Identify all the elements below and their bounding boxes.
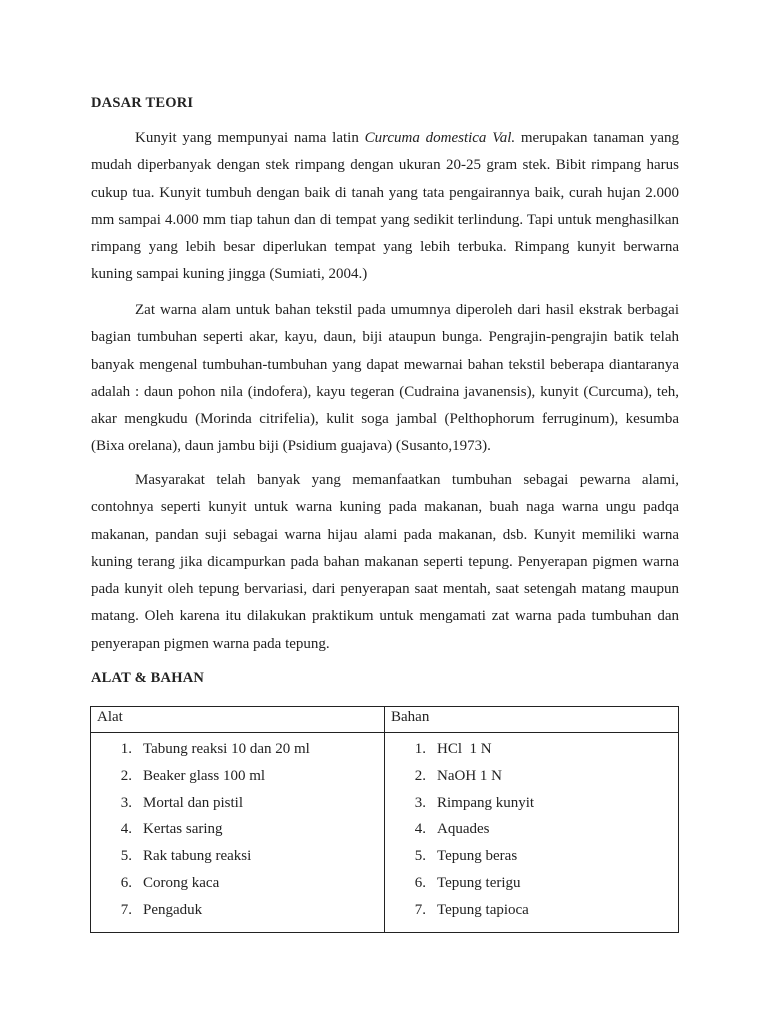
list-text: Tabung reaksi 10 dan 20 ml <box>143 741 310 757</box>
alat-bahan-table <box>90 706 679 933</box>
paragraph-kunyit-text-2: merupakan tanaman yang mudah diperbanyak dengan stek rimpang dengan ukuran 20-25 gram stek. Bibit rimpang harus cukup tua. Kunyit tumbuh dengan baik di tanah yang tata pengairannya baik, curah hujan 2.000 mm sampai 4.000 mm tiap tahun dan di tempat yang sedikit terlindung. Tapi untuk menghasilkan rimpang yang lebih besar diperlukan tempat yang lebih terbuka. Rimpang kunyit berwarna kuning sampai kuning jingga (Sumiati, 2004.) <box>91 130 679 283</box>
table-body-row <box>91 733 679 933</box>
list-item <box>385 816 678 843</box>
list-item <box>91 790 384 817</box>
list-text: Pengaduk <box>143 901 203 918</box>
latin-name: Curcuma domestica Val. <box>364 130 516 146</box>
list-text: HCl 1 N <box>437 741 492 757</box>
alat-header-cell <box>91 707 385 733</box>
paragraph-zat-warna <box>91 297 679 461</box>
list-number: 3. <box>414 794 426 811</box>
list-text: Corong kaca <box>143 874 220 891</box>
paragraph-zat-warna-text: Zat warna alam untuk bahan tekstil pada umumnya diperoleh dari hasil ekstrak berbagai bagian tumbuhan seperti akar, kayu, daun, biji ataupun bunga. Pengrajin-pengrajin batik telah banyak mengenal tumbuhan-tumbuhan yang dapat mewarnai bahan tekstil beberapa diantaranya adalah : daun pohon nila (indofera), kayu tegeran (Cudraina javanensis), kunyit (Curcuma), teh, akar mengkudu (Morinda citrifelia), kulit soga jambal (Pelthophorum ferruginum), kesumba (Bixa orelana), daun jambu biji (Psidium guajava) (Susanto,1973). <box>91 302 679 455</box>
list-item <box>91 736 384 763</box>
list-item <box>91 763 384 790</box>
table-header-row <box>91 707 679 733</box>
list-text: Tepung tapioca <box>437 901 529 918</box>
list-item <box>385 736 678 763</box>
paragraph-kunyit-text-1: Kunyit yang mempunyai nama latin <box>135 130 365 146</box>
list-item <box>91 843 384 870</box>
alat-bahan-heading: ALAT & BAHAN <box>91 670 205 686</box>
paragraph-masyarakat-text: Masyarakat telah banyak yang memanfaatkan tumbuhan sebagai pewarna alami, contohnya seperti kunyit untuk warna kuning pada makanan, buah naga warna ungu padqa makanan, pandan suji sebagai warna hijau alami pada makanan, dsb. Kunyit memiliki warna kuning terang jika dicampurkan pada bahan makanan seperti tepung. Penyerapan pigmen warna pada kunyit oleh tepung bervariasi, dari penyerapan saat mentah, saat setengah matang maupun matang. Oleh karena itu dilakukan praktikum untuk mengamati zat warna pada tumbuhan dan penyerapan pigmen warna pada tepung. <box>91 472 679 652</box>
bahan-list <box>385 733 678 932</box>
list-number: 4. <box>414 821 426 838</box>
list-item <box>91 816 384 843</box>
list-text: Aquades <box>437 821 490 838</box>
bahan-header: Bahan <box>391 709 430 725</box>
list-item <box>91 870 384 897</box>
list-text: Rak tabung reaksi <box>143 848 252 865</box>
list-number: 4. <box>120 821 132 838</box>
list-item <box>91 897 384 924</box>
list-number: 7. <box>414 901 426 918</box>
list-item <box>385 763 678 790</box>
list-number: 2. <box>120 767 132 784</box>
dasar-teori-heading: DASAR TEORI <box>91 95 194 111</box>
alat-list-cell <box>91 733 385 933</box>
list-number: 2. <box>414 767 426 784</box>
bahan-header-cell <box>385 707 679 733</box>
alat-list <box>91 733 384 932</box>
list-number: 5. <box>120 848 132 865</box>
paragraph-kunyit <box>91 125 679 289</box>
list-item <box>385 843 678 870</box>
list-number: 1. <box>120 741 132 757</box>
list-text: Mortal dan pistil <box>143 794 243 811</box>
list-number: 1. <box>414 741 426 757</box>
list-number: 5. <box>414 848 426 865</box>
list-number: 3. <box>120 794 132 811</box>
list-item <box>385 870 678 897</box>
list-text: Tepung beras <box>437 848 518 865</box>
list-text: Kertas saring <box>143 821 223 838</box>
alat-header: Alat <box>97 709 123 725</box>
list-number: 7. <box>120 901 132 918</box>
list-text: Beaker glass 100 ml <box>143 767 266 784</box>
list-number: 6. <box>120 874 132 891</box>
list-item <box>385 897 678 924</box>
paragraph-masyarakat <box>91 467 679 658</box>
bahan-list-cell <box>385 733 679 933</box>
list-text: Rimpang kunyit <box>437 794 535 811</box>
list-text: NaOH 1 N <box>437 767 502 784</box>
list-text: Tepung terigu <box>437 874 521 891</box>
list-item <box>385 790 678 817</box>
list-number: 6. <box>414 874 426 891</box>
